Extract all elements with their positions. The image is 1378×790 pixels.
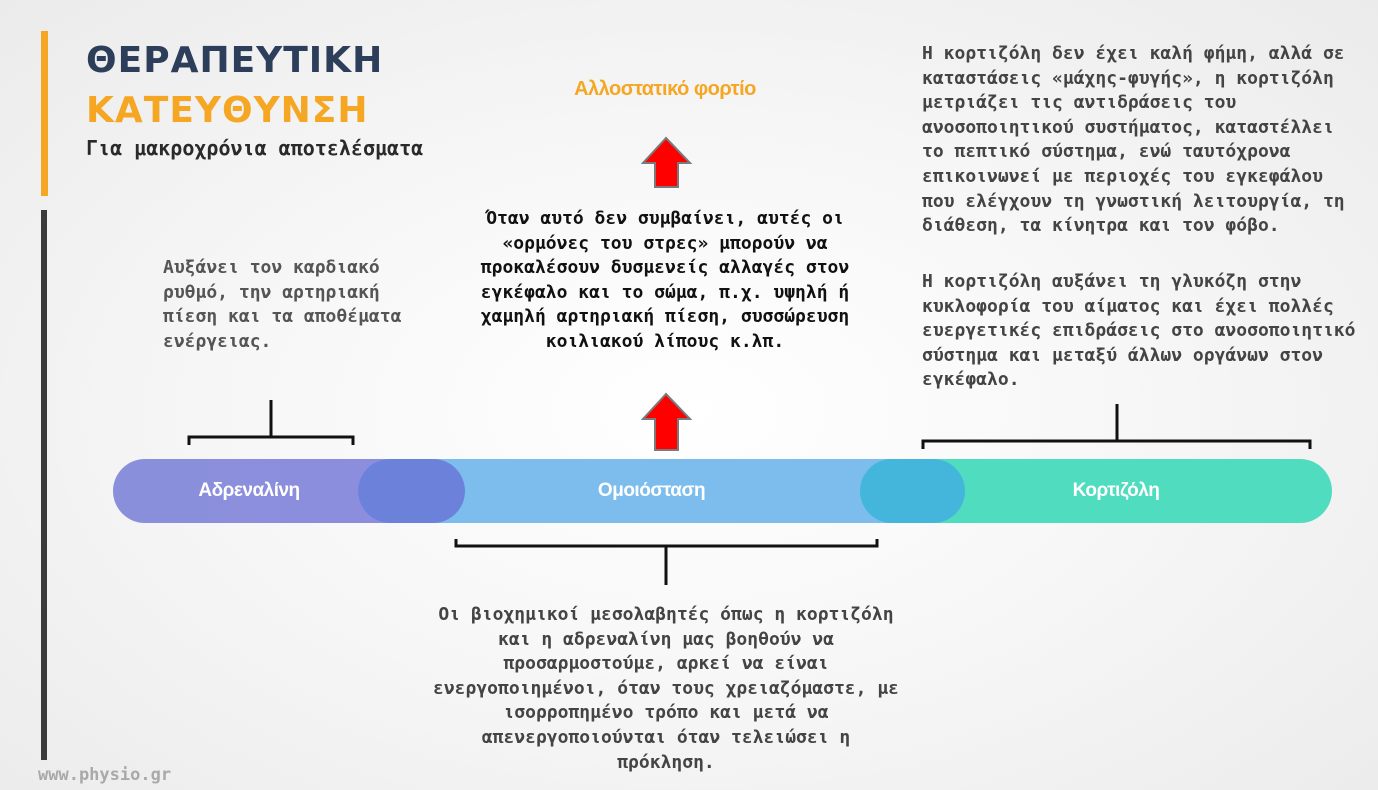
title-line-2: ΚΑΤΕΥΘΥΝΣΗ [86, 90, 369, 131]
adrenaline-description: Αυξάνει τον καρδιακό ρυθμό, την αρτηριακή πίεση και τα αποθέματα ενέργειας. [163, 257, 402, 352]
mediators-description: Οι βιοχημικοί μεσολαβητές όπως η κορτιζόλη και η αδρεναλίνη μας βοηθούν να προσαρμοστούμε, αρκεί να είναι ενεργοποιημένοι, όταν τους χρειαζόμαστε, με ισορροπημένο τρόπο και μετά να απενεργοποιούνται όταν τελειώσει η πρόκληση. [433, 604, 899, 773]
overlap-homeostasis-cortisol [860, 459, 965, 523]
footer-url: www.physio.gr [38, 765, 172, 785]
cortisol-description-2: Η κορτιζόλη αυξάνει τη γλυκόζη στην κυκλοφορία του αίματος και έχει πολλές ευεργετικές επιδράσεις στο ανοσοποιητικό σύστημα και μεταξύ άλλων οργάνων στον εγκέφαλο. [922, 271, 1356, 391]
cortisol-label: Κορτιζόλη [1072, 480, 1160, 501]
cortisol-description-1: Η κορτιζόλη δεν έχει καλή φήμη, αλλά σε καταστάσεις «μάχης-φυγής», η κορτιζόλη μετριάζει τις αντιδράσεις του ανοσοποιητικού συστήματος, καταστέλλει το πεπτικό σύστημα, ενώ ταυτόχρονα επικοινωνεί με περιοχές του εγκεφάλου που ελέγχουν τη γνωστική λειτουργία, τη διάθεση, τα κίνητρα και τον φόβο. [922, 43, 1345, 237]
bracket-homeostasis [456, 539, 877, 585]
bracket-cortisol [923, 404, 1310, 449]
stress-effects-text: Όταν αυτό δεν συμβαίνει, αυτές οι «ορμόνες του στρες» μπορούν να προκαλέσουν δυσμενείς αλλαγές στον εγκέφαλο και το σώμα, π.χ. υψηλή ή χαμηλή αρτηριακή πίεση, συσσώρευση κοιλιακού λίπους κ.λπ. [480, 208, 850, 352]
title-line-1: ΘΕΡΑΠΕΥΤΙΚΗ [86, 40, 384, 81]
subtitle: Για μακροχρόνια αποτελέσματα [86, 136, 424, 160]
up-arrow-icon [643, 138, 690, 187]
homeostasis-label: Ομοιόσταση [597, 480, 706, 501]
allostatic-load-label: Αλλοστατικό φορτίο [574, 78, 756, 100]
adrenaline-label: Αδρεναλίνη [198, 480, 300, 501]
overlap-adrenaline-homeostasis [358, 459, 465, 523]
up-arrow-icon [643, 394, 690, 450]
bracket-adrenaline [189, 400, 353, 445]
